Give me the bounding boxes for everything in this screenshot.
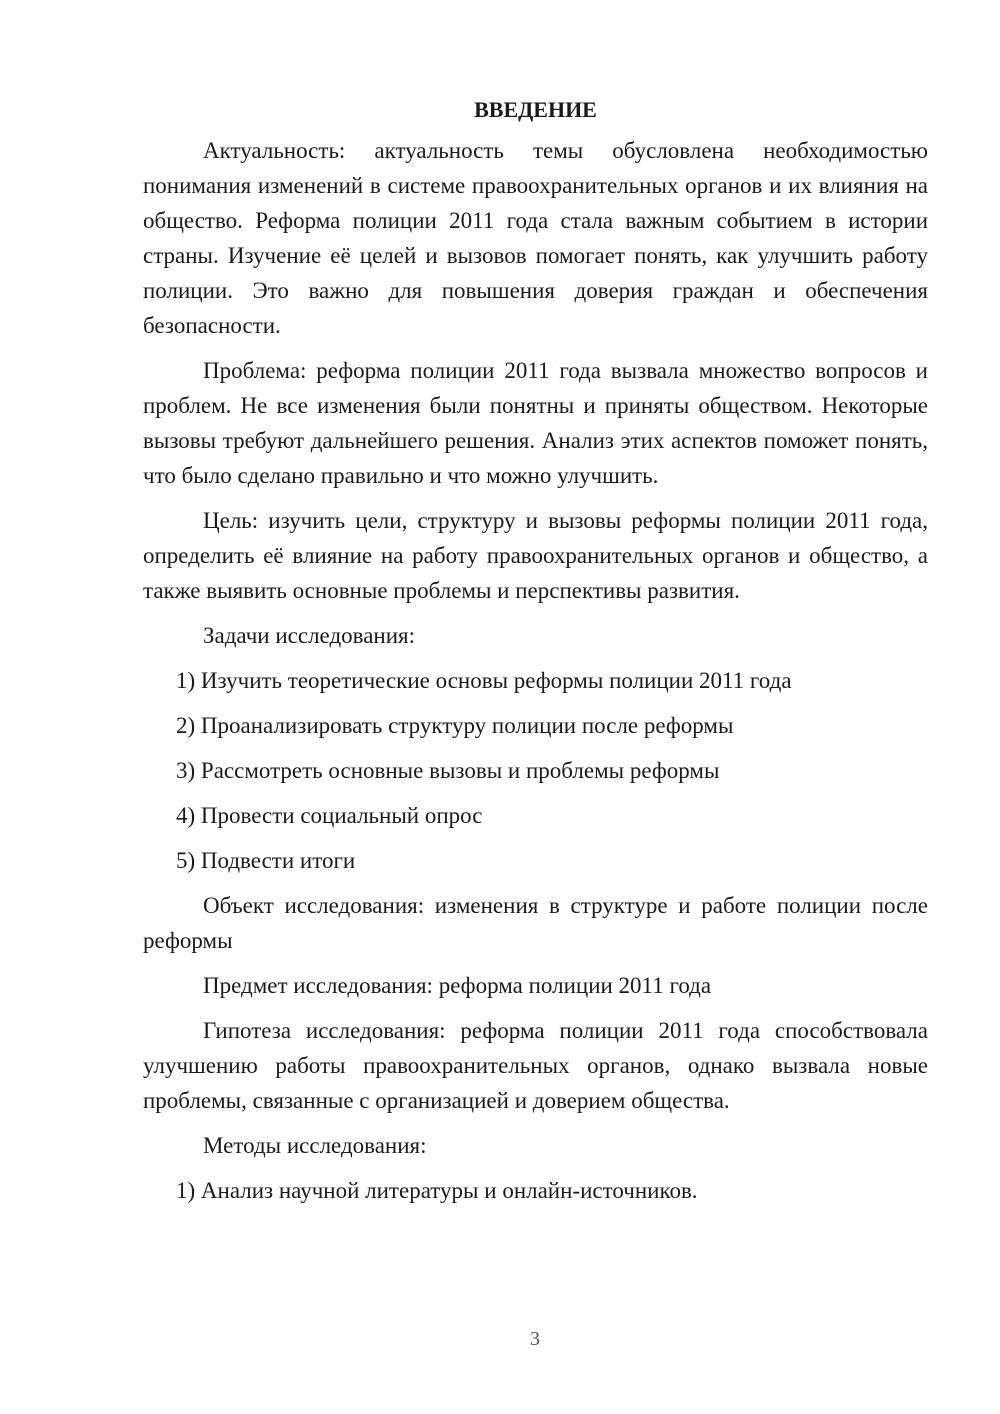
problem-paragraph: Проблема: реформа полиции 2011 года вызвала множество вопросов и проблем. Не все изменения были понятны и приняты обществом. Некоторые вызовы требуют дальнейшего решения. Анализ этих аспектов поможет понять, что было сделано правильно и что можно улучшить. [143, 358, 928, 488]
tasks-heading: Задачи исследования: [203, 623, 416, 648]
tasks-list [143, 663, 928, 878]
methods-list [143, 1173, 928, 1208]
relevance-paragraph: Актуальность: актуальность темы обусловлена необходимостью понимания изменений в системе правоохранительных органов и их влияния на общество. Реформа полиции 2011 года стала важным событием в истории страны. Изучение её целей и вызовов помогает понять, как улучшить работу полиции. Это важно для повышения доверия граждан и обеспечения безопасности. [143, 138, 928, 338]
list-item: 2) Проанализировать структуру полиции после реформы [176, 713, 734, 738]
hypothesis-paragraph: Гипотеза исследования: реформа полиции 2011 года способствовала улучшению работы правоохранительных органов, однако вызвала новые проблемы, связанные с организацией и доверием общества. [143, 1018, 928, 1113]
list-item: 4) Провести социальный опрос [176, 803, 483, 828]
subject-paragraph: Предмет исследования: реформа полиции 2011 года [203, 973, 712, 998]
goal-paragraph: Цель: изучить цели, структуру и вызовы реформы полиции 2011 года, определить её влияние на работу правоохранительных органов и общество, а также выявить основные проблемы и перспективы развития. [143, 508, 928, 603]
page-content [143, 92, 928, 1218]
object-paragraph: Объект исследования: изменения в структуре и работе полиции после реформы [143, 893, 928, 953]
page-number: 3 [530, 1328, 540, 1350]
methods-heading: Методы исследования: [203, 1133, 427, 1158]
list-item: 1) Анализ научной литературы и онлайн-источников. [176, 1178, 698, 1203]
list-item: 1) Изучить теоретические основы реформы полиции 2011 года [176, 668, 792, 693]
list-item: 3) Рассмотреть основные вызовы и проблемы реформы [176, 758, 720, 783]
list-item: 5) Подвести итоги [176, 848, 356, 873]
page-title: ВВЕДЕНИЕ [474, 97, 597, 122]
